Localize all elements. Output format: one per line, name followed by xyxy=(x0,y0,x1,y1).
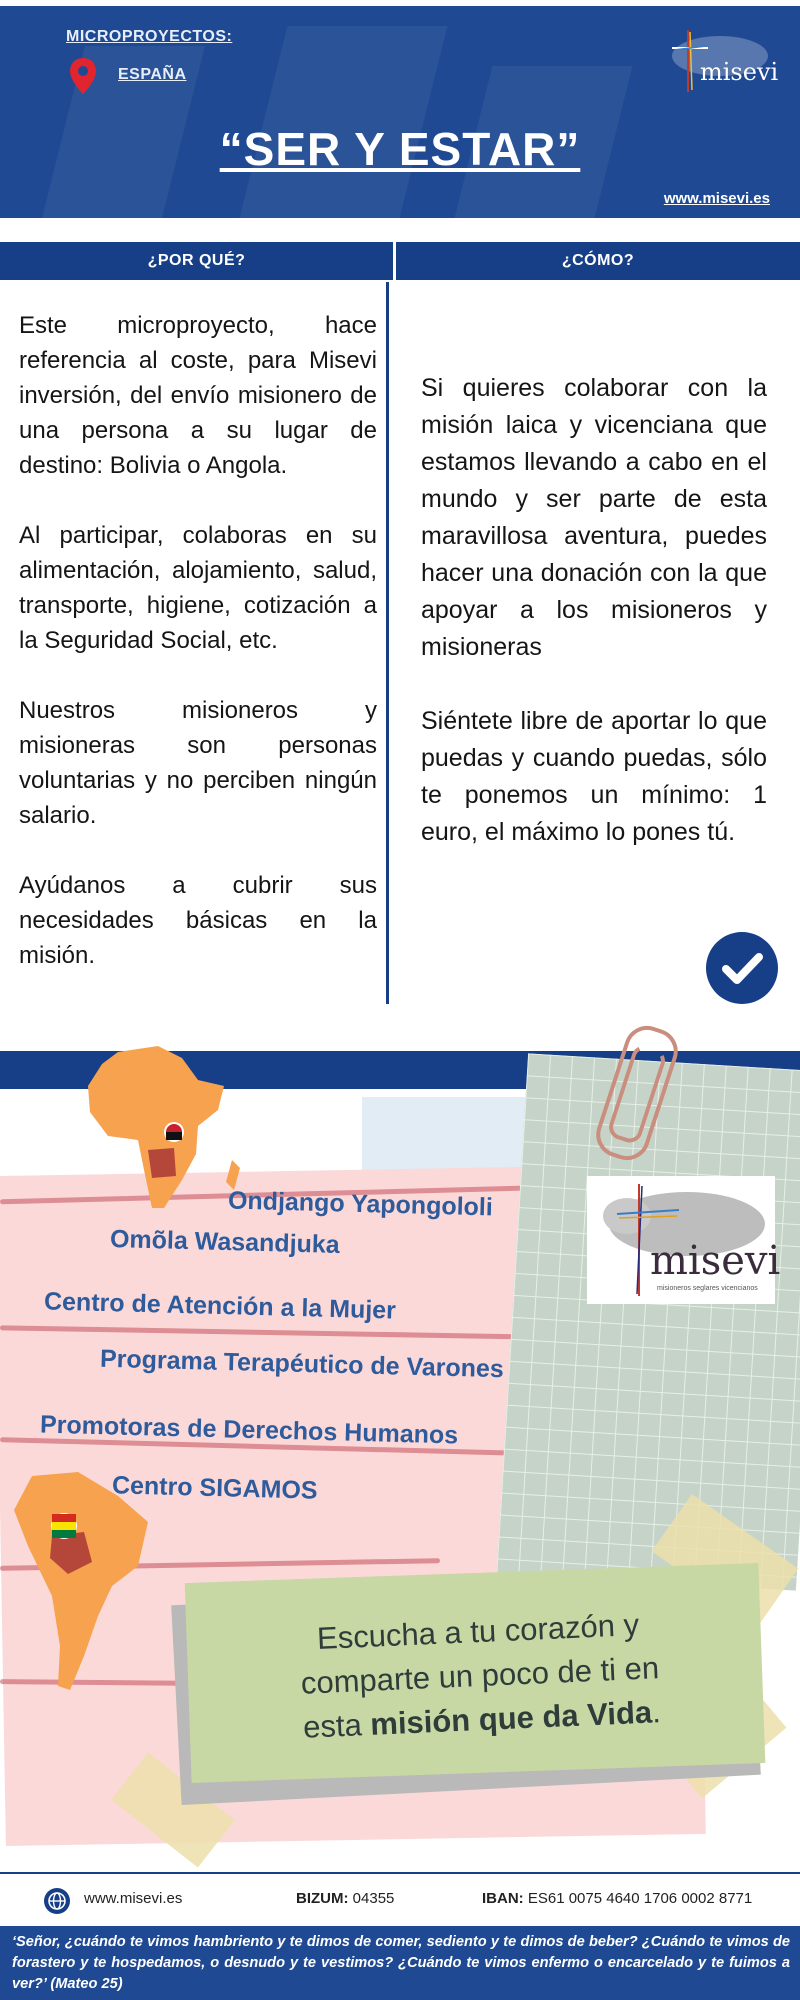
bizum-info xyxy=(296,1890,394,1907)
checkmark-badge xyxy=(706,932,778,1004)
note-line3-suffix: . xyxy=(651,1694,662,1730)
project-name: Ondjango Yapongololi xyxy=(227,1186,494,1222)
header-website-link[interactable]: www.misevi.es xyxy=(663,190,770,207)
note-text xyxy=(237,1600,722,1753)
globe-icon xyxy=(44,1888,70,1914)
page-title: “SER Y ESTAR” xyxy=(219,123,581,175)
microprojects-label: MICROPROYECTOS: xyxy=(66,28,233,45)
bizum-label: BIZUM: xyxy=(296,1890,349,1907)
footer-website-link[interactable]: www.misevi.es xyxy=(84,1890,183,1907)
project-name: Promotoras de Derechos Humanos xyxy=(39,1410,459,1450)
why-paragraph: Este microproyecto, hace referencia al coste, para Misevi inversión, del envío misionero de una persona a su lugar de destino: Bolivia o Angola. xyxy=(19,312,377,479)
how-paragraph: Siéntete libre de aportar lo que puedas y cuando puedas, sólo te ponemos un mínimo: 1 euro, el máximo lo pones tú. xyxy=(421,707,767,846)
collage-logo-word: misevi xyxy=(650,1238,781,1284)
iban-label: IBAN: xyxy=(482,1890,524,1907)
why-paragraph: Ayúdanos a cubrir sus necesidades básicas en la misión. xyxy=(19,872,377,969)
note-highlight: misión que da Vida xyxy=(369,1694,653,1742)
project-name: Programa Terapéutico de Varones xyxy=(99,1344,505,1384)
project-name: Centro de Atención a la Mujer xyxy=(43,1287,397,1325)
project-name: Centro SIGAMOS xyxy=(111,1471,318,1505)
project-name: Omõla Wasandjuka xyxy=(109,1224,341,1260)
bible-quote: ‘Señor, ¿cuándo te vimos hambriento y te dimos de comer, sediento y te dimos de beber? ¿Cuándo te vimos de forastero y te hospedamos, o desnudo y te vestimos? ¿Cuándo te vimos enfermo o encarcelado y te fuimos a ver?’ (Mateo 25) xyxy=(12,1934,790,1992)
note-line: comparte un poco de ti en xyxy=(300,1650,660,1701)
collage-logo-tagline: misioneros seglares vicencianos xyxy=(657,1285,758,1292)
footer-divider xyxy=(0,1872,800,1874)
how-column xyxy=(421,370,767,851)
iban-info xyxy=(482,1890,752,1907)
why-paragraph: Nuestros misioneros y misioneras son personas voluntarias y no perciben ningún salario. xyxy=(19,697,377,829)
bizum-value: 04355 xyxy=(352,1890,395,1907)
note-line3-prefix: esta xyxy=(302,1706,372,1745)
header-logo-text: misevi xyxy=(700,58,779,86)
column-divider xyxy=(386,282,389,1004)
why-column xyxy=(19,308,377,973)
why-heading: ¿POR QUÉ? xyxy=(0,242,393,280)
country-label: ESPAÑA xyxy=(118,66,187,83)
checkmark-icon xyxy=(706,932,778,1004)
how-paragraph: Si quieres colaborar con la misión laica y vicenciana que estamos llevando a cabo en el mundo y ser parte de esta maravillosa aventura, puedes hacer una donación con la que apoyar a los misioneros y misioneras xyxy=(421,374,767,661)
note-line: Escucha a tu corazón y xyxy=(316,1607,640,1657)
iban-value: ES61 0075 4640 1706 0002 8771 xyxy=(527,1890,753,1907)
why-paragraph: Al participar, colaboras en su alimentación, alojamiento, salud, transporte, higiene, cotización a la Seguridad Social, etc. xyxy=(19,522,377,654)
how-heading: ¿CÓMO? xyxy=(396,242,800,280)
location-pin-icon xyxy=(68,56,98,96)
